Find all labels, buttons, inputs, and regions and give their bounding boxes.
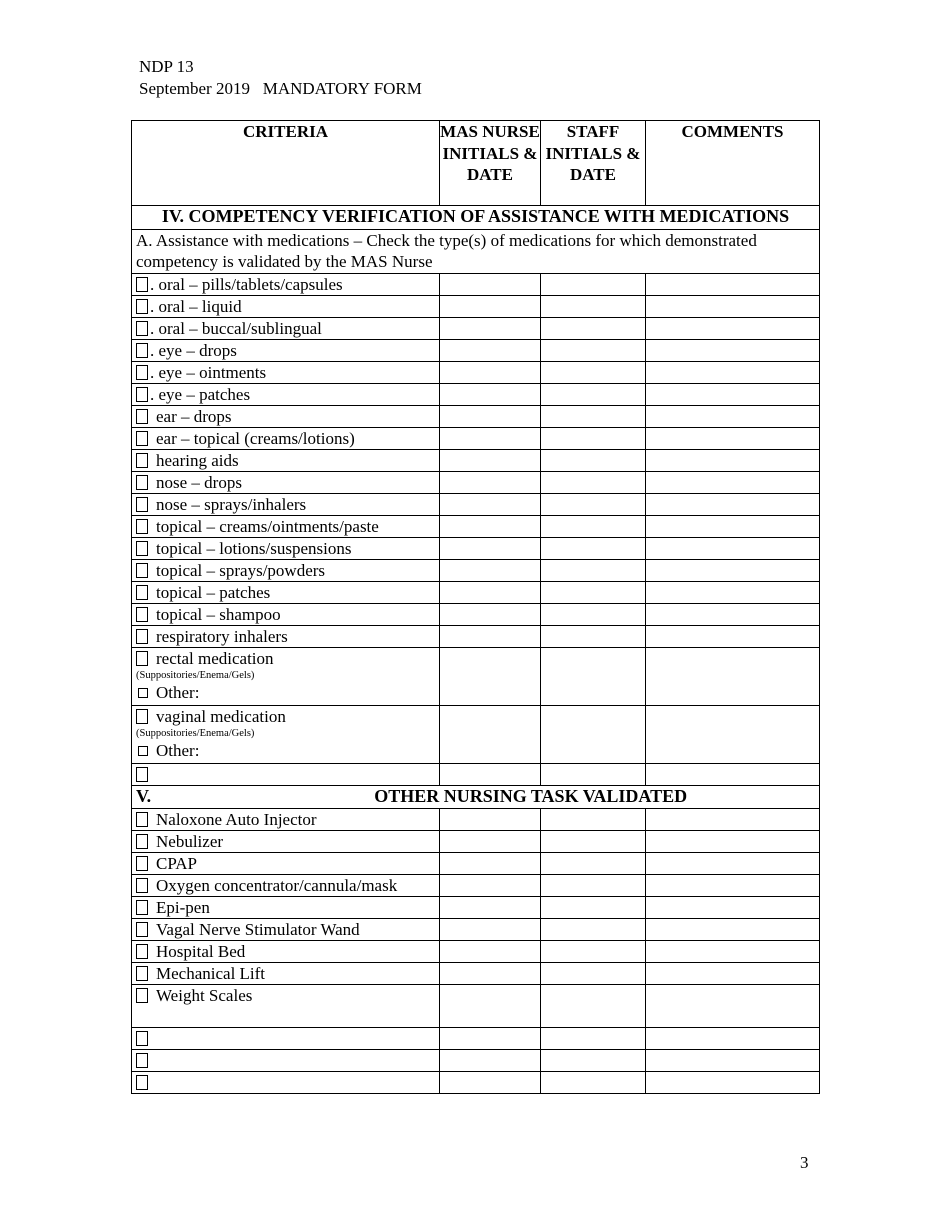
mas-nurse-cell[interactable] bbox=[440, 853, 541, 875]
staff-cell[interactable] bbox=[541, 340, 646, 362]
criteria-label: Nebulizer bbox=[156, 832, 224, 851]
staff-cell[interactable] bbox=[541, 941, 646, 963]
mas-nurse-cell[interactable] bbox=[440, 897, 541, 919]
mas-nurse-cell[interactable] bbox=[440, 406, 541, 428]
table-row bbox=[132, 941, 820, 963]
comments-cell[interactable] bbox=[646, 809, 820, 831]
checkbox[interactable] bbox=[136, 409, 148, 424]
criteria-cell bbox=[132, 560, 440, 582]
table-row bbox=[132, 296, 820, 318]
comments-cell[interactable] bbox=[646, 472, 820, 494]
comments-cell[interactable] bbox=[646, 764, 820, 786]
staff-cell[interactable] bbox=[541, 648, 646, 706]
mas-nurse-cell[interactable] bbox=[440, 582, 541, 604]
criteria-cell bbox=[132, 875, 440, 897]
table-row bbox=[132, 560, 820, 582]
other-option bbox=[136, 682, 439, 703]
checkbox[interactable] bbox=[136, 900, 148, 915]
mas-nurse-cell[interactable] bbox=[440, 274, 541, 296]
criteria-cell bbox=[132, 1028, 440, 1050]
mas-nurse-cell[interactable] bbox=[440, 1072, 541, 1094]
table-row bbox=[132, 1072, 820, 1094]
comments-cell[interactable] bbox=[646, 1072, 820, 1094]
other-option bbox=[136, 740, 439, 761]
comments-cell[interactable] bbox=[646, 406, 820, 428]
comments-cell[interactable] bbox=[646, 428, 820, 450]
criteria-label: topical – sprays/powders bbox=[156, 561, 326, 580]
document-header bbox=[139, 56, 422, 100]
table-row bbox=[132, 472, 820, 494]
table-row bbox=[132, 428, 820, 450]
criteria-cell bbox=[132, 538, 440, 560]
checkbox[interactable] bbox=[136, 651, 148, 666]
comments-cell[interactable] bbox=[646, 897, 820, 919]
staff-cell[interactable] bbox=[541, 1050, 646, 1072]
mas-nurse-cell[interactable] bbox=[440, 764, 541, 786]
table-row bbox=[132, 706, 820, 764]
criteria-cell bbox=[132, 274, 440, 296]
mas-nurse-cell[interactable] bbox=[440, 831, 541, 853]
criteria-sublabel: (Suppositories/Enema/Gels) bbox=[136, 728, 255, 739]
other-label: Other: bbox=[156, 683, 200, 702]
mas-nurse-cell[interactable] bbox=[440, 941, 541, 963]
mas-nurse-cell[interactable] bbox=[440, 626, 541, 648]
comments-cell[interactable] bbox=[646, 875, 820, 897]
criteria-label: vaginal medication bbox=[156, 707, 286, 726]
table-row bbox=[132, 764, 820, 786]
comments-cell[interactable] bbox=[646, 274, 820, 296]
criteria-cell bbox=[132, 362, 440, 384]
table-row bbox=[132, 604, 820, 626]
checkbox[interactable] bbox=[136, 365, 148, 380]
table-row bbox=[132, 963, 820, 985]
mas-nurse-cell[interactable] bbox=[440, 472, 541, 494]
mas-nurse-cell[interactable] bbox=[440, 450, 541, 472]
criteria-cell bbox=[132, 941, 440, 963]
criteria-label: Weight Scales bbox=[156, 986, 253, 1005]
comments-cell[interactable] bbox=[646, 296, 820, 318]
checkbox[interactable] bbox=[136, 541, 148, 556]
comments-cell[interactable] bbox=[646, 706, 820, 764]
checkbox[interactable] bbox=[136, 475, 148, 490]
comments-cell[interactable] bbox=[646, 318, 820, 340]
checkbox[interactable] bbox=[136, 497, 148, 512]
criteria-label: topical – patches bbox=[156, 583, 271, 602]
criteria-label: nose – drops bbox=[156, 473, 242, 492]
criteria-cell bbox=[132, 853, 440, 875]
section-v-heading-row bbox=[132, 786, 820, 809]
table-row bbox=[132, 516, 820, 538]
mas-nurse-cell[interactable] bbox=[440, 494, 541, 516]
table-row bbox=[132, 450, 820, 472]
criteria-sublabel: (Suppositories/Enema/Gels) bbox=[136, 670, 255, 681]
staff-cell[interactable] bbox=[541, 604, 646, 626]
mas-nurse-cell[interactable] bbox=[440, 1028, 541, 1050]
comments-cell[interactable] bbox=[646, 626, 820, 648]
staff-cell[interactable] bbox=[541, 626, 646, 648]
checkbox[interactable] bbox=[136, 944, 148, 959]
column-comments: COMMENTS bbox=[646, 121, 820, 206]
criteria-cell bbox=[132, 384, 440, 406]
mas-nurse-cell[interactable] bbox=[440, 963, 541, 985]
comments-cell[interactable] bbox=[646, 963, 820, 985]
criteria-cell bbox=[132, 764, 440, 786]
table-row bbox=[132, 809, 820, 831]
checkbox[interactable] bbox=[136, 856, 148, 871]
staff-cell[interactable] bbox=[541, 450, 646, 472]
mas-nurse-cell[interactable] bbox=[440, 296, 541, 318]
criteria-label: Hospital Bed bbox=[156, 942, 246, 961]
staff-cell[interactable] bbox=[541, 318, 646, 340]
criteria-cell bbox=[132, 985, 440, 1028]
staff-cell[interactable] bbox=[541, 706, 646, 764]
criteria-label: respiratory inhalers bbox=[156, 627, 288, 646]
mas-nurse-cell[interactable] bbox=[440, 604, 541, 626]
mas-nurse-cell[interactable] bbox=[440, 428, 541, 450]
staff-cell[interactable] bbox=[541, 516, 646, 538]
criteria-label: . oral – buccal/sublingual bbox=[150, 319, 322, 338]
table-row bbox=[132, 494, 820, 516]
criteria-cell bbox=[132, 604, 440, 626]
staff-cell[interactable] bbox=[541, 764, 646, 786]
checkbox[interactable] bbox=[136, 767, 148, 782]
criteria-cell bbox=[132, 1050, 440, 1072]
section-iv-heading: IV. COMPETENCY VERIFICATION OF ASSISTANCE WITH MEDICATIONS bbox=[132, 206, 820, 230]
table-row bbox=[132, 274, 820, 296]
table-row bbox=[132, 318, 820, 340]
table-row bbox=[132, 985, 820, 1028]
checkbox[interactable] bbox=[136, 966, 148, 981]
checkbox[interactable] bbox=[136, 299, 148, 314]
criteria-cell bbox=[132, 706, 440, 764]
comments-cell[interactable] bbox=[646, 985, 820, 1028]
comments-cell[interactable] bbox=[646, 516, 820, 538]
table-row bbox=[132, 648, 820, 706]
staff-cell[interactable] bbox=[541, 296, 646, 318]
table-row bbox=[132, 1050, 820, 1072]
checkbox[interactable] bbox=[136, 431, 148, 446]
table-row bbox=[132, 1028, 820, 1050]
criteria-cell bbox=[132, 919, 440, 941]
staff-cell[interactable] bbox=[541, 1072, 646, 1094]
checkbox[interactable] bbox=[136, 988, 148, 1003]
page-number: 3 bbox=[800, 1153, 809, 1172]
criteria-label: Naloxone Auto Injector bbox=[156, 810, 317, 829]
checkbox[interactable] bbox=[136, 629, 148, 644]
staff-cell[interactable] bbox=[541, 919, 646, 941]
staff-cell[interactable] bbox=[541, 406, 646, 428]
comments-cell[interactable] bbox=[646, 384, 820, 406]
table-row bbox=[132, 362, 820, 384]
criteria-label: . eye – patches bbox=[150, 385, 251, 404]
criteria-label: CPAP bbox=[156, 854, 197, 873]
comments-cell[interactable] bbox=[646, 1028, 820, 1050]
criteria-label: . oral – liquid bbox=[150, 297, 242, 316]
comments-cell[interactable] bbox=[646, 560, 820, 582]
mas-nurse-cell[interactable] bbox=[440, 648, 541, 706]
checkbox[interactable] bbox=[136, 1031, 148, 1046]
comments-cell[interactable] bbox=[646, 604, 820, 626]
staff-cell[interactable] bbox=[541, 494, 646, 516]
staff-cell[interactable] bbox=[541, 985, 646, 1028]
criteria-label: Mechanical Lift bbox=[156, 964, 266, 983]
competency-table bbox=[131, 120, 820, 1094]
comments-cell[interactable] bbox=[646, 538, 820, 560]
comments-cell[interactable] bbox=[646, 1050, 820, 1072]
comments-cell[interactable] bbox=[646, 582, 820, 604]
other-label: Other: bbox=[156, 741, 200, 760]
table-row bbox=[132, 406, 820, 428]
criteria-cell bbox=[132, 516, 440, 538]
mas-nurse-cell[interactable] bbox=[440, 384, 541, 406]
staff-cell[interactable] bbox=[541, 1028, 646, 1050]
form-date-title: September 2019 MANDATORY FORM bbox=[139, 79, 422, 98]
criteria-cell bbox=[132, 494, 440, 516]
table-row bbox=[132, 919, 820, 941]
criteria-cell bbox=[132, 963, 440, 985]
column-criteria: CRITERIA bbox=[132, 121, 440, 206]
criteria-cell bbox=[132, 296, 440, 318]
mas-nurse-cell[interactable] bbox=[440, 985, 541, 1028]
checkbox[interactable] bbox=[136, 519, 148, 534]
mas-nurse-cell[interactable] bbox=[440, 875, 541, 897]
checkbox[interactable] bbox=[136, 321, 148, 336]
table-row bbox=[132, 538, 820, 560]
comments-cell[interactable] bbox=[646, 941, 820, 963]
staff-cell[interactable] bbox=[541, 809, 646, 831]
criteria-cell bbox=[132, 648, 440, 706]
checkbox[interactable] bbox=[136, 922, 148, 937]
comments-cell[interactable] bbox=[646, 340, 820, 362]
checkbox[interactable] bbox=[136, 812, 148, 827]
column-staff: STAFF INITIALS & DATE bbox=[541, 121, 646, 206]
checkbox[interactable] bbox=[136, 834, 148, 849]
comments-cell[interactable] bbox=[646, 853, 820, 875]
mas-nurse-cell[interactable] bbox=[440, 1050, 541, 1072]
criteria-cell bbox=[132, 1072, 440, 1094]
criteria-label: Vagal Nerve Stimulator Wand bbox=[156, 920, 360, 939]
criteria-cell bbox=[132, 626, 440, 648]
staff-cell[interactable] bbox=[541, 963, 646, 985]
criteria-label: topical – creams/ointments/paste bbox=[156, 517, 379, 536]
staff-cell[interactable] bbox=[541, 362, 646, 384]
staff-cell[interactable] bbox=[541, 582, 646, 604]
table-row bbox=[132, 853, 820, 875]
criteria-label: topical – shampoo bbox=[156, 605, 281, 624]
criteria-cell bbox=[132, 340, 440, 362]
staff-cell[interactable] bbox=[541, 384, 646, 406]
criteria-label: nose – sprays/inhalers bbox=[156, 495, 307, 514]
mas-nurse-cell[interactable] bbox=[440, 809, 541, 831]
checkbox[interactable] bbox=[136, 563, 148, 578]
criteria-cell bbox=[132, 318, 440, 340]
table-row bbox=[132, 831, 820, 853]
criteria-label: hearing aids bbox=[156, 451, 239, 470]
criteria-cell bbox=[132, 450, 440, 472]
criteria-cell bbox=[132, 428, 440, 450]
comments-cell[interactable] bbox=[646, 831, 820, 853]
staff-cell[interactable] bbox=[541, 472, 646, 494]
criteria-label: rectal medication bbox=[156, 649, 274, 668]
staff-cell[interactable] bbox=[541, 875, 646, 897]
comments-cell[interactable] bbox=[646, 919, 820, 941]
mas-nurse-cell[interactable] bbox=[440, 318, 541, 340]
section-v-title: OTHER NURSING TASK VALIDATED bbox=[374, 786, 688, 806]
criteria-cell bbox=[132, 406, 440, 428]
table-row bbox=[132, 582, 820, 604]
criteria-cell bbox=[132, 831, 440, 853]
criteria-label: ear – topical (creams/lotions) bbox=[156, 429, 355, 448]
checkbox[interactable] bbox=[136, 343, 148, 358]
other-checkbox[interactable] bbox=[138, 688, 148, 698]
table-row bbox=[132, 340, 820, 362]
criteria-label: Oxygen concentrator/cannula/mask bbox=[156, 876, 398, 895]
column-mas-nurse: MAS NURSE INITIALS & DATE bbox=[440, 121, 541, 206]
comments-cell[interactable] bbox=[646, 450, 820, 472]
criteria-label: ear – drops bbox=[156, 407, 232, 426]
criteria-label: Epi-pen bbox=[156, 898, 210, 917]
criteria-label: . eye – ointments bbox=[150, 363, 267, 382]
section-v-number: V. bbox=[136, 786, 152, 806]
comments-cell[interactable] bbox=[646, 362, 820, 384]
checkbox[interactable] bbox=[136, 387, 148, 402]
checkbox[interactable] bbox=[136, 277, 148, 292]
mas-nurse-cell[interactable] bbox=[440, 340, 541, 362]
staff-cell[interactable] bbox=[541, 274, 646, 296]
checkbox[interactable] bbox=[136, 607, 148, 622]
criteria-label: . oral – pills/tablets/capsules bbox=[150, 275, 343, 294]
table-row bbox=[132, 384, 820, 406]
mas-nurse-cell[interactable] bbox=[440, 560, 541, 582]
checkbox[interactable] bbox=[136, 878, 148, 893]
comments-cell[interactable] bbox=[646, 648, 820, 706]
criteria-label: . eye – drops bbox=[150, 341, 237, 360]
staff-cell[interactable] bbox=[541, 538, 646, 560]
criteria-cell bbox=[132, 897, 440, 919]
checkbox[interactable] bbox=[136, 585, 148, 600]
mas-nurse-cell[interactable] bbox=[440, 362, 541, 384]
staff-cell[interactable] bbox=[541, 428, 646, 450]
criteria-cell bbox=[132, 809, 440, 831]
table-row bbox=[132, 897, 820, 919]
criteria-cell bbox=[132, 472, 440, 494]
staff-cell[interactable] bbox=[541, 853, 646, 875]
mas-nurse-cell[interactable] bbox=[440, 706, 541, 764]
checkbox[interactable] bbox=[136, 1053, 148, 1068]
table-row bbox=[132, 875, 820, 897]
mas-nurse-cell[interactable] bbox=[440, 516, 541, 538]
comments-cell[interactable] bbox=[646, 494, 820, 516]
checkbox[interactable] bbox=[136, 709, 148, 724]
section-iv-intro: A. Assistance with medications – Check the type(s) of medications for which demonstrated competency is validated by the MAS Nurse bbox=[132, 230, 820, 274]
mas-nurse-cell[interactable] bbox=[440, 919, 541, 941]
staff-cell[interactable] bbox=[541, 831, 646, 853]
table-row bbox=[132, 626, 820, 648]
section-v-heading bbox=[132, 786, 820, 809]
checkbox[interactable] bbox=[136, 1075, 148, 1090]
mas-nurse-cell[interactable] bbox=[440, 538, 541, 560]
form-id: NDP 13 bbox=[139, 57, 194, 76]
criteria-cell bbox=[132, 582, 440, 604]
other-checkbox[interactable] bbox=[138, 746, 148, 756]
staff-cell[interactable] bbox=[541, 560, 646, 582]
staff-cell[interactable] bbox=[541, 897, 646, 919]
checkbox[interactable] bbox=[136, 453, 148, 468]
criteria-label: topical – lotions/suspensions bbox=[156, 539, 352, 558]
